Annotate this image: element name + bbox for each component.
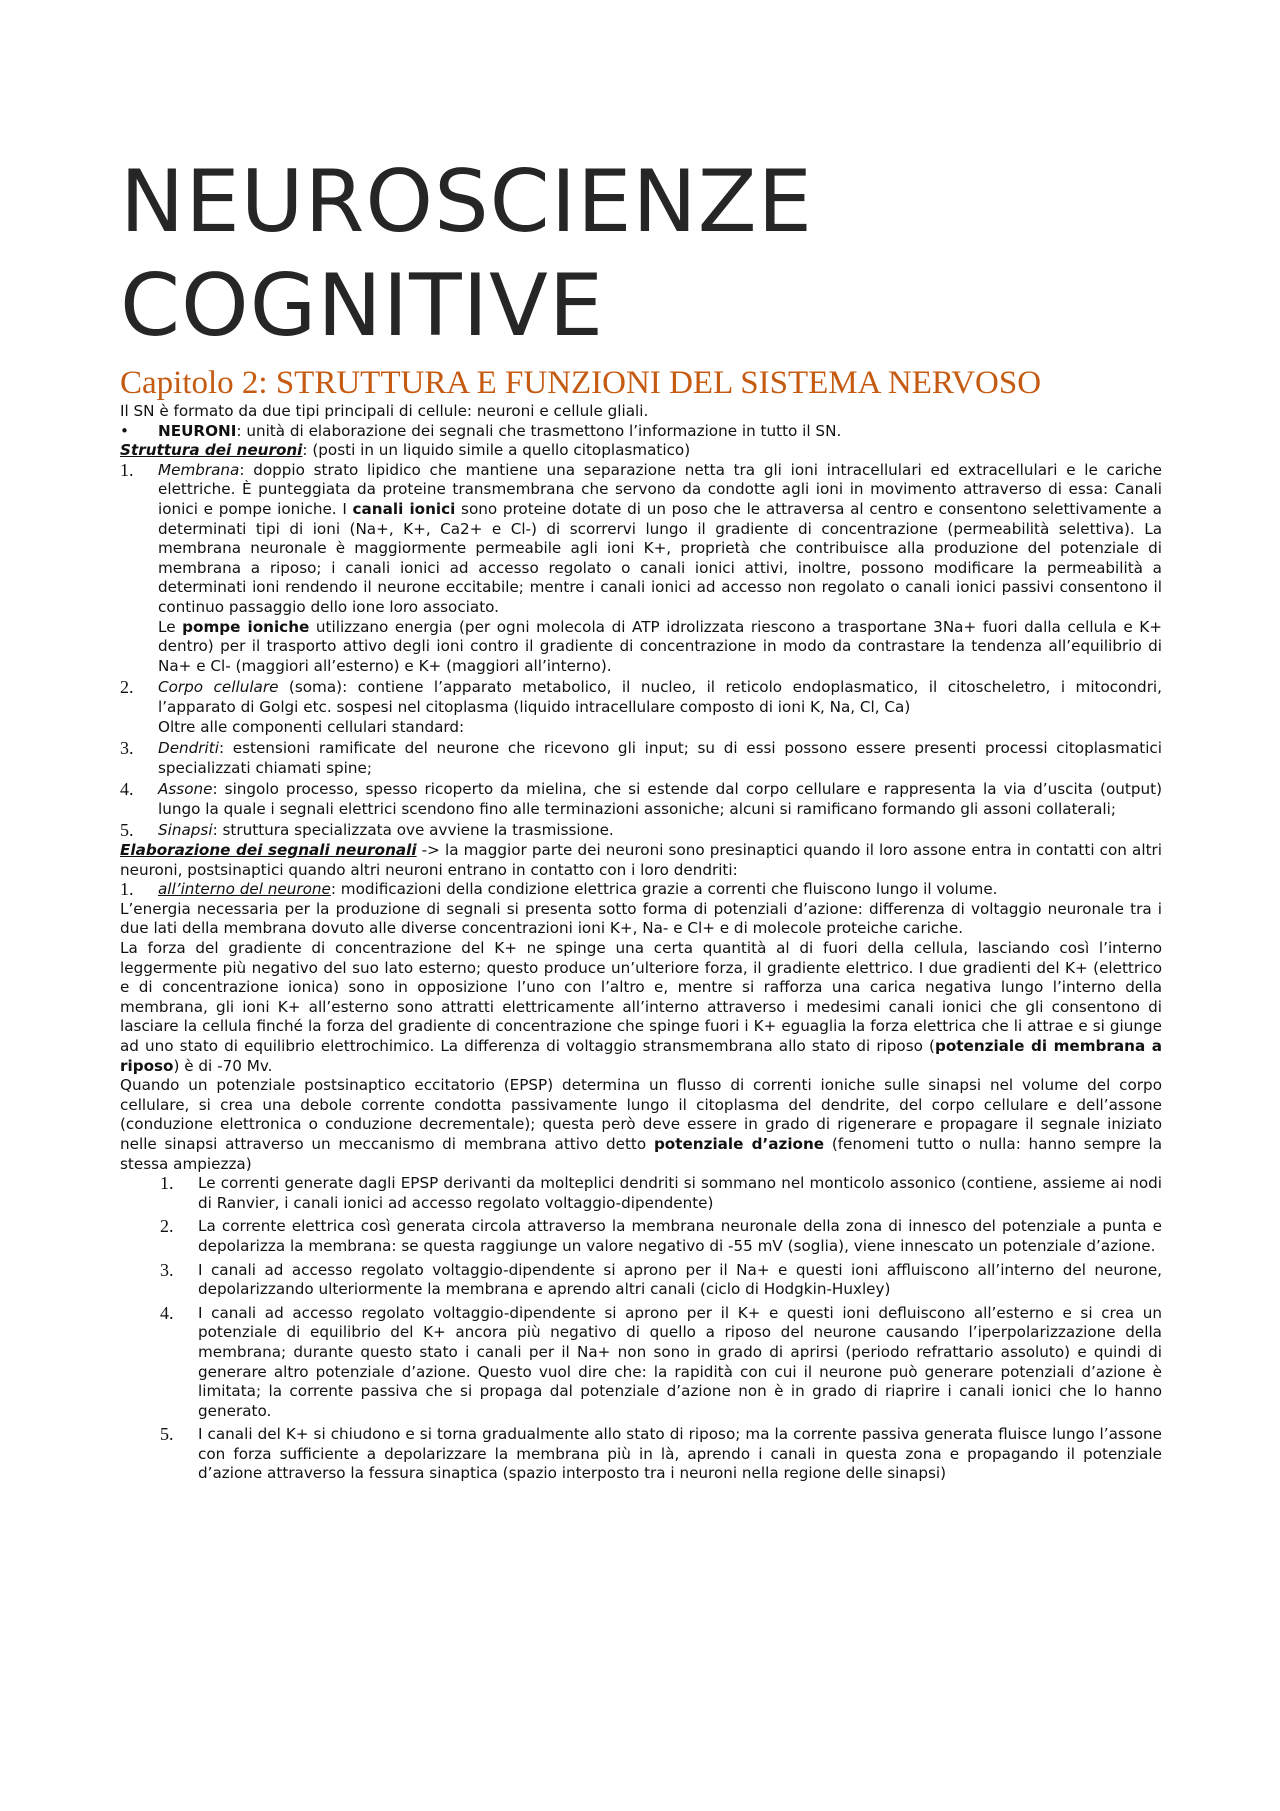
elaborazione-heading: Elaborazione dei segnali neuronali <box>120 841 417 860</box>
bullet-text: : unità di elaborazione dei segnali che trasmettono l’informazione in tutto il SN. <box>236 421 842 440</box>
step-text: I canali ad accesso regolato voltaggio-dipendente si aprono per il Na+ e questi ioni affluiscono all’interno del neurone, depolarizzando ulteriormente la membrana e aprendo altri canali (ciclo di Hodgkin-Huxley) <box>198 1260 1162 1299</box>
list-item-corpo-cellulare <box>120 678 1162 737</box>
step-item <box>160 1217 1162 1256</box>
pompe-prefix: Le <box>158 617 183 636</box>
paragraph-energia: L’energia necessaria per la produzione di segnali si presenta sotto forma di potenziali d’azione: differenza di voltaggio neuronale tra i due lati della membrana dovuto alle diverse concentrazioni ioni K+, Na- e Cl+ e di molecole proteiche cariche. <box>120 899 1162 938</box>
step-item <box>160 1261 1162 1300</box>
bullet-mark: • <box>120 421 129 440</box>
step-text: La corrente elettrica così generata circola attraverso la membrana neuronale della zona di innesco del potenziale a punta e depolarizza la membrana: se questa raggiunge un valore negativo di -55 mV (soglia), viene innescato un potenziale d’azione. <box>198 1217 1162 1255</box>
membrana-text-2: sono proteine dotate di un poso che le attraversa al centro e consentono selettivamente a determinati tipi di ioni (Na+, K+, Ca2+ e Cl-) di scorrervi lungo il gradiente di concentrazione (permeabilità selettiva). La membrana neuronale è maggiormente permeabile agli ioni K+, proprietà che contribuisce alla produzione del potenziale di membrana a riposo; i canali ionici ad accesso regolato o canali ionici attivi, inoltre, possono modificare la permeabilità a determinati ioni rendendo il neurone eccitabile; mentre i canali ionici ad accesso non regolato o canali ionici passivi consentono il continuo passaggio dello ione loro associato. <box>158 499 1162 616</box>
elaborazione-paragraph <box>120 841 1162 880</box>
struttura-line <box>120 441 1162 461</box>
term-dendriti: Dendriti <box>158 739 219 758</box>
title-line-1: NEUROSCIENZE <box>120 152 813 252</box>
bullet-item-neuroni <box>120 422 1162 442</box>
corpo-text-1: (soma): contiene l’apparato metabolico, il nucleo, il reticolo endoplasmatico, il citoscheletro, i mitocondri, l’apparato di Golgi etc. sospesi nel citoplasma (liquido intracellulare composto di ioni K, Na, Cl, Ca) <box>158 678 1162 716</box>
list-number: 3. <box>120 738 134 759</box>
step-text: I canali del K+ si chiudono e si torna gradualmente allo stato di riposo; ma la corrente passiva generata fluisce lungo l’assone con forza sufficiente a depolarizzare la membrana più in là, aprendo i canali in questa zona e propagando il potenziale d’azione attraverso la fessura sinaptica (spazio interposto tra i neuroni nella regione delle sinapsi) <box>198 1425 1162 1483</box>
list-item-dendriti <box>120 739 1162 778</box>
step-number: 4. <box>160 1302 174 1323</box>
list-item-interno <box>120 880 1162 900</box>
interno-text: : modificazioni della condizione elettrica grazie a correnti che fluiscono lungo il volume. <box>330 880 998 899</box>
term-pompe-ioniche: pompe ioniche <box>182 617 310 636</box>
step-item <box>160 1174 1162 1213</box>
step-item <box>160 1304 1162 1422</box>
step-text: Le correnti generate dagli EPSP derivanti da molteplici dendriti si sommano nel monticolo assonico (contiene, assieme ai nodi di Ranvier, i canali ionici ad accesso regolato voltaggio-dipendente) <box>198 1174 1162 1212</box>
step-number: 3. <box>160 1259 174 1280</box>
list-item-membrana <box>120 461 1162 677</box>
document-page <box>120 150 1162 1484</box>
document-title <box>120 150 1162 358</box>
step-number: 2. <box>160 1216 174 1237</box>
term-membrana: Membrana <box>158 460 240 479</box>
term-assone: Assone <box>158 780 213 799</box>
step-item <box>160 1425 1162 1484</box>
struttura-heading: Struttura dei neuroni <box>120 441 303 460</box>
membrana-text-3: utilizzano energia (per ogni molecola di ATP idrolizzata riescono a trasportane 3Na+ fuori dalla cellula e K+ dentro) per il trasporto attivo degli ioni contro il gradiente di concentrazione in modo da contrastare la tendenza all’equilibrio di Na+ e Cl- (maggiori all’esterno) e K+ (maggiori all’interno). <box>158 617 1162 675</box>
term-corpo-cellulare: Corpo cellulare <box>158 678 279 697</box>
bullet-term: NEURONI <box>158 421 237 440</box>
list-number: 5. <box>120 820 134 841</box>
step-number: 5. <box>160 1424 174 1445</box>
corpo-text-2: Oltre alle componenti cellulari standard: <box>158 717 465 736</box>
assone-text: : singolo processo, spesso ricoperto da mielina, che si estende dal corpo cellulare e rappresenta la via d’uscita (output) lungo la quale i segnali elettrici scendono fino alle terminazioni assoniche; alcuni si ramificano formando gli assoni collaterali; <box>158 780 1162 818</box>
list-item-sinapsi <box>120 821 1162 841</box>
structure-list <box>120 461 1162 841</box>
struttura-text: : (posti in un liquido simile a quello citoplasmatico) <box>302 441 691 460</box>
elaborazione-text: -> la maggior parte dei neuroni sono presinaptici quando il loro assone entra in contatti con altri neuroni, postsinaptici quando altri neuroni entrano in contatto con i loro dendriti: <box>120 841 1162 879</box>
action-potential-steps <box>160 1174 1162 1484</box>
term-potenziale-riposo: potenziale di membrana a riposo <box>120 1037 1162 1075</box>
term-potenziale-azione: potenziale d’azione <box>653 1134 825 1153</box>
intro-paragraph: Il SN è formato da due tipi principali di cellule: neuroni e cellule gliali. <box>120 402 649 420</box>
list-number: 1. <box>120 459 134 480</box>
step-number: 1. <box>160 1173 174 1194</box>
paragraph-gradiente: La forza del gradiente di concentrazione del K+ ne spinge una certa quantità al di fuori della cellula, lasciando così l’interno leggermente più negativo del suo lato esterno; questo produce un’ulteriore forza, il gradiente elettrico. I due gradienti del K+ (elettrico e di concentrazione ionica) sono in opposizione l’uno con l’altro e, mentre si rafforza una carica negativa lungo l’interno della membrana, gli ioni K+ all’esterno sono attratti elettricamente all’interno attraverso i medesimi canali ionici che gli consentono di lasciare la cellula finché la forza del gradiente di concentrazione che spinge fuori i K+ eguaglia la forza elettrica che li attrae e si giunge ad uno stato di equilibrio elettrochimico. La differenza di voltaggio stransmembrana allo stato di riposo (potenziale di membrana a riposo) è di -70 Mv. <box>120 939 1162 1075</box>
chapter-heading: Capitolo 2: STRUTTURA E FUNZIONI DEL SISTEMA NERVOSO <box>120 365 1042 401</box>
list-item-assone <box>120 780 1162 819</box>
title-line-2: COGNITIVE <box>120 256 605 356</box>
term-canali-ionici: canali ionici <box>352 499 456 518</box>
list-number: 1. <box>120 879 134 900</box>
term-interno-neurone: all’interno del neurone <box>158 880 331 899</box>
paragraph-epsp: Quando un potenziale postsinaptico eccitatorio (EPSP) determina un flusso di correnti ioniche sulle sinapsi nel volume del corpo cellulare, si crea una debole corrente condotta passivamente lungo il citoplasma del dendrite, del corpo cellulare e dell’assone (conduzione elettronica o conduzione decrementale); questa però deve essere in grado di rigenerare e propagare il segnale iniziato nelle sinapsi attraverso un meccanismo di membrana attivo detto potenziale d’azione (fenomeni tutto o nulla: hanno sempre la stessa ampiezza) <box>120 1076 1162 1173</box>
dendriti-text: : estensioni ramificate del neurone che ricevono gli input; su di essi possono essere presenti processi citoplasmatici specializzati chiamati spine; <box>158 739 1162 777</box>
sinapsi-text: : struttura specializzata ove avviene la trasmissione. <box>212 821 614 840</box>
step-text: I canali ad accesso regolato voltaggio-dipendente si aprono per il K+ e questi ioni defluiscono all’esterno e si crea un potenziale di equilibrio del K+ ancora più negativo di quello a riposo del neurone causando l’iperpolarizzazione della membrana; durante questo stato i canali per il Na+ non sono in grado di aprirsi (periodo refrattario assoluto) e quindi di generare altro potenziale d’azione. Questo vuol dire che: la rapidità con cui il neurone può generare potenziali d’azione è limitata; la corrente passiva che si propaga dal potenziale d’azione non è in grado di riaprire i canali ionici che lo hanno generato. <box>198 1303 1162 1420</box>
membrana-text-1: : doppio strato lipidico che mantiene una separazione netta tra gli ioni intracellulari ed extracellulari e le cariche elettriche. È punteggiata da proteine transmembrana che servono da condotte agli ioni in movimento attraverso di essa: Canali ionici e pompe ioniche. I <box>158 460 1162 518</box>
term-sinapsi: Sinapsi <box>158 821 213 840</box>
list-number: 2. <box>120 677 134 698</box>
list-number: 4. <box>120 779 134 800</box>
